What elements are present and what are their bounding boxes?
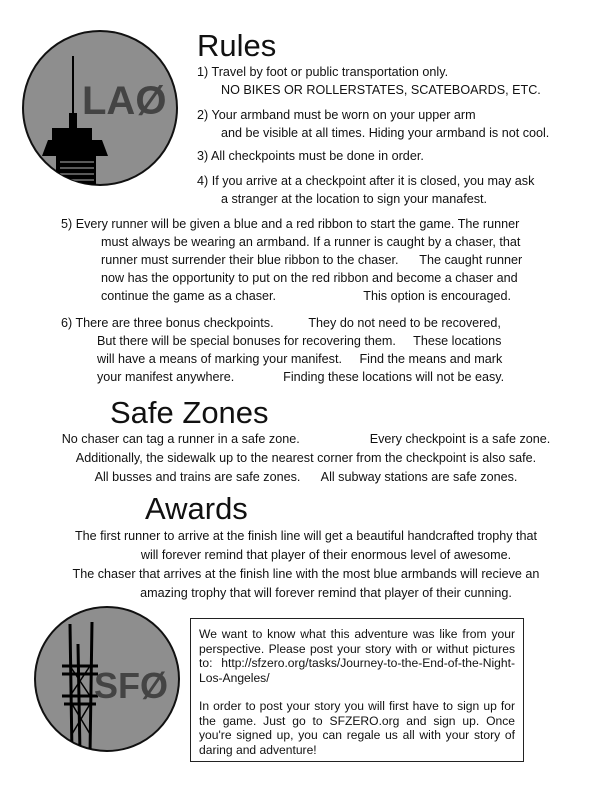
rule-4: 4) If you arrive at a checkpoint after it is closed, you may ask a stranger at the location to sign your manafest.: [197, 174, 535, 206]
lao-logo-text: LAØ: [82, 79, 167, 123]
safe-zones-text: No chaser can tag a runner in a safe zone. Every checkpoint is a safe zone. Additionally, the sidewalk up to the nearest corner from the checkpoint is also safe. All busses and trains are safe zones. All subway stations are safe zones.: [61, 432, 551, 484]
sfo-logo-text: SFØ: [94, 665, 169, 706]
rule-6: 6) There are three bonus checkpoints. They do not need to be recovered, But there will be special bonuses for recovering them. These locations will have a means of marking your manifest. Find the means and mark your manifest anywhere. Finding these locations will not be easy.: [61, 316, 505, 384]
rule-1: 1) Travel by foot or public transportation only. NO BIKES OR ROLLERSTATES, SCATEBOARDS, ETC.: [197, 65, 541, 97]
rule-2: 2) Your armband must be worn on your upper arm and be visible at all times. Hiding your armband is not cool.: [197, 108, 550, 140]
story-box: [190, 618, 524, 762]
safe-zones-heading: Safe Zones: [110, 395, 269, 430]
rule-3: 3) All checkpoints must be done in order.: [197, 149, 424, 163]
sfo-logo: [32, 604, 182, 754]
story-box-para-2: In order to post your story you will first have to sign up for the game. Just go to SFZERO.org and sign up. Once you're signed up, you can regale us all with your story of daring and adventure!: [199, 699, 515, 757]
awards-text: The first runner to arrive at the finish line will get a beautiful handcrafted trophy that will forever remind that player of their enormous level of awesome. The chaser that arrives at the finish line with the most blue armbands will recieve an amazing trophy that will forever remind that player of their cunning.: [72, 529, 540, 600]
rules-heading: Rules: [197, 28, 277, 63]
story-box-para-1: We want to know what this adventure was like from your perspective. Please post your story with or withut pictures to: http://sfzero.org/tasks/Journey-to-the-End-of-the-Night-Los-Angeles/: [199, 627, 515, 685]
awards-heading: Awards: [145, 491, 248, 526]
lao-logo: [20, 28, 180, 188]
rule-5: 5) Every runner will be given a blue and a red ribbon to start the game. The runner must always be wearing an armband. If a runner is caught by a chaser, that runner must surrender their blue ribbon to the chaser. The caught runner now has the opportunity to put on the red ribbon and become a chaser and continue the game as a chaser. This option is encouraged.: [61, 217, 523, 303]
